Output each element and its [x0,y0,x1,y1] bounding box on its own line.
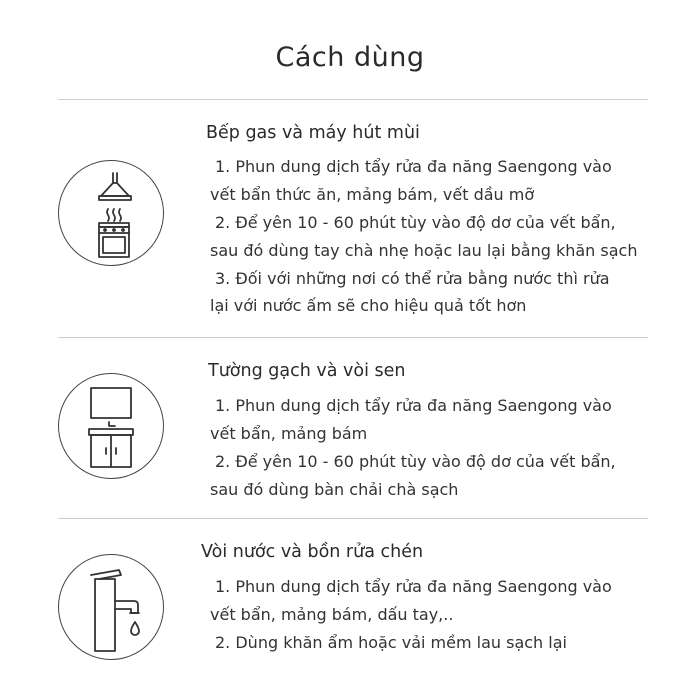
step-line: lại với nước ấm sẽ cho hiệu quả tốt hơn [210,296,527,315]
step-line: 2. Dùng khăn ẩm hoặc vải mềm lau sạch lại [215,633,567,652]
step-line: 2. Để yên 10 - 60 phút tùy vào độ dơ của vết bẩn, [215,213,616,232]
step-line: 1. Phun dung dịch tẩy rửa đa năng Saengong vào [215,577,612,596]
step-line: 1. Phun dung dịch tẩy rửa đa năng Saengong vào [215,157,612,176]
step-line: 3. Đối với những nơi có thể rửa bằng nước thì rửa [215,269,610,288]
step-line: vết bẩn thức ăn, mảng bám, vết dầu mỡ [210,185,535,204]
step-line: vết bẩn, mảng bám [210,424,368,443]
step-line: 1. Phun dung dịch tẩy rửa đa năng Saengong vào [215,396,612,415]
bathroom-sink-cabinet-icon [58,373,164,479]
stove-hood-icon [58,160,164,266]
step-line: sau đó dùng tay chà nhẹ hoặc lau lại bằng khăn sạch [210,241,638,260]
divider [58,337,648,338]
page-title: Cách dùng [275,42,425,73]
step-line: 2. Để yên 10 - 60 phút tùy vào độ dơ của vết bẩn, [215,452,616,471]
divider [58,99,648,100]
section-title: Vòi nước và bồn rửa chén [201,542,424,562]
divider [58,518,648,519]
faucet-drop-icon [58,554,164,660]
step-line: sau đó dùng bàn chải chà sạch [210,480,459,499]
section-title: Bếp gas và máy hút mùi [206,123,420,143]
section-title: Tường gạch và vòi sen [208,361,406,381]
step-line: vết bẩn, mảng bám, dấu tay,.. [210,605,454,624]
